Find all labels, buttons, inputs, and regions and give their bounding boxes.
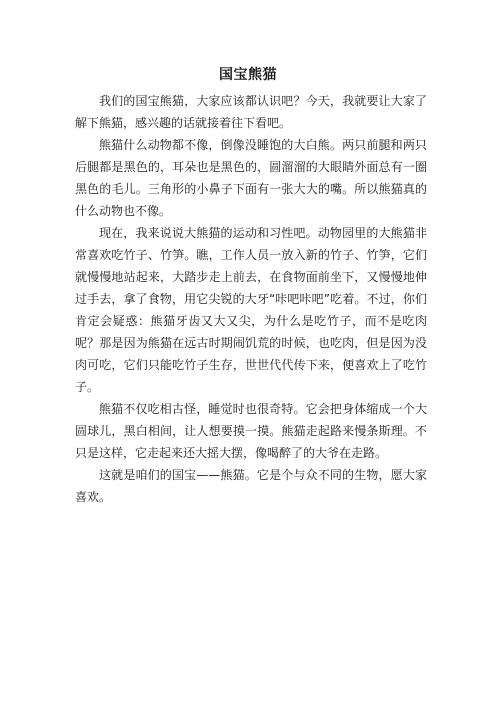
paragraph-intro: 我们的国宝熊猫，大家应该都认识吧？今天，我就要让大家了解下熊猫，感兴趣的话就接着往下看吧。 — [75, 94, 427, 130]
document-body — [75, 90, 427, 508]
document-title: 国宝熊猫 — [219, 67, 277, 83]
paragraph-sleep: 熊猫不仅吃相古怪，睡觉时也很奇特。它会把身体缩成一个大圆球儿，黑白相间，让人想要摸一摸。熊猫走起路来慢条斯理。不只是这样，它走起来还大摇大摆，像喝醉了的大爷在走路。 — [75, 402, 427, 460]
paragraph-appearance: 熊猫什么动物都不像，倒像没睡饱的大白熊。两只前腿和两只后腿都是黑色的，耳朵也是黑色的，圆溜溜的大眼睛外面总有一圈黑色的毛儿。三角形的小鼻子下面有一张大大的嘴。所以熊猫真的什么动物也不像。 — [75, 138, 427, 218]
paragraph-habits: 现在，我来说说大熊猫的运动和习性吧。动物园里的大熊猫非常喜欢吃竹子、竹笋。瞧，工作人员一放入新的竹子、竹笋，它们就慢慢地站起来，大踏步走上前去，在食物面前坐下，又慢慢地伸过手去，拿了食物，用它尖锐的大牙“咔吧咔吧”吃着。不过，你们肯定会疑惑：熊猫牙齿又大又尖，为什么是吃竹子，而不是吃肉呢？那是因为熊猫在远古时期闹饥荒的时候，也吃肉，但是因为没肉可吃，它们只能吃竹子生存，世世代代传下来，便喜欢上了吃竹子。 — [75, 226, 427, 394]
paragraph-conclusion: 这就是咱们的国宝——熊猫。它是个与众不同的生物，愿大家喜欢。 — [75, 468, 427, 504]
